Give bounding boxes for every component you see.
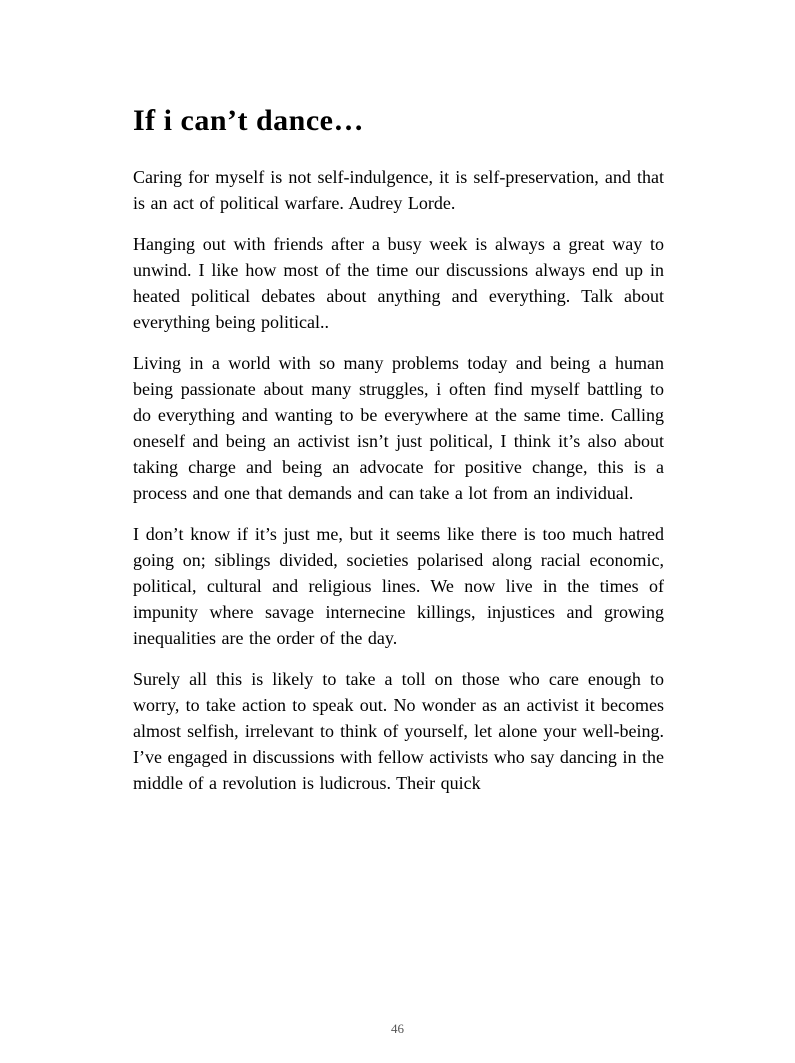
- paragraph: Hanging out with friends after a busy week is always a great way to unwind. I like how most of the time our discussions always end up in heated political debates about anything and everything. Talk about everything being political..: [133, 234, 664, 332]
- page-number: 46: [391, 1021, 404, 1036]
- paragraph-quote: Caring for myself is not self-indulgence, it is self-preservation, and that is an act of political warfare. Audrey Lorde.: [133, 167, 664, 213]
- paragraph: I don’t know if it’s just me, but it seems like there is too much hatred going on; siblings divided, societies polarised along racial economic, political, cultural and religious lines. We now live in the times of impunity where savage internecine killings, injustices and growing inequalities are the order of the day.: [133, 524, 664, 648]
- page-content: [133, 104, 664, 811]
- paragraph: Surely all this is likely to take a toll on those who care enough to worry, to take action to speak out. No wonder as an activist it becomes almost selfish, irrelevant to think of yourself, let alone your well-being. I’ve engaged in discussions with fellow activists who say dancing in the middle of a revolution is ludicrous. Their quick: [133, 669, 664, 793]
- paragraph: Living in a world with so many problems today and being a human being passionate about many struggles, i often find myself battling to do everything and wanting to be everywhere at the same time. Calling oneself and being an activist isn’t just political, I think it’s also about taking charge and being an advocate for positive change, this is a process and one that demands and can take a lot from an individual.: [133, 353, 664, 503]
- page-title: If i can’t dance…: [133, 104, 364, 137]
